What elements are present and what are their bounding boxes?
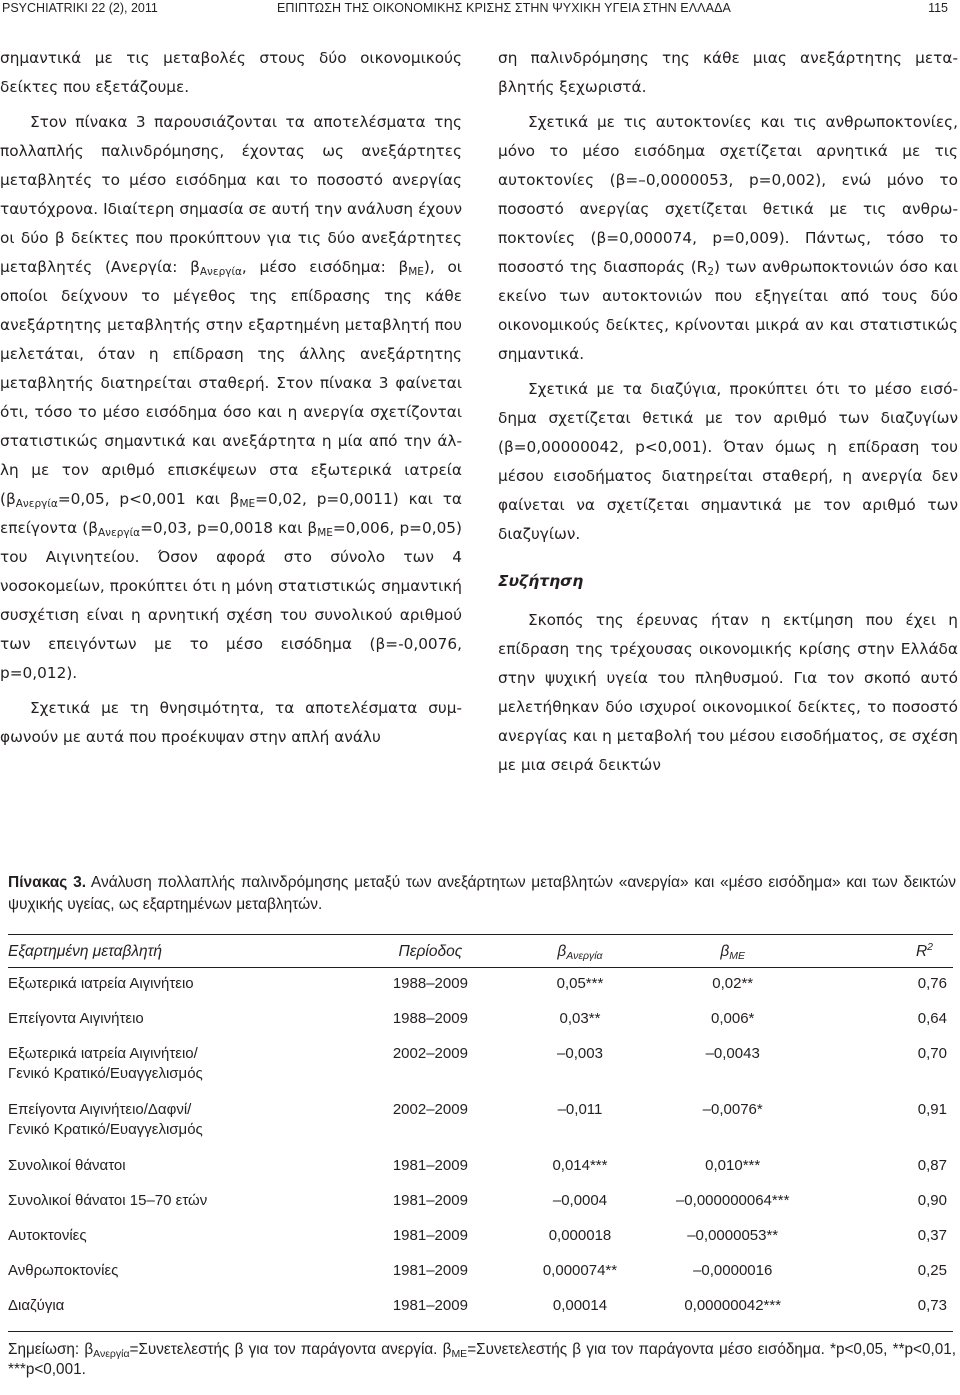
table-row — [8, 1220, 953, 1255]
table-row — [8, 1255, 953, 1290]
cell-beta-unemployment: 0,05*** — [556, 975, 604, 992]
text-run: =Συνετελεστής β για τον παράγοντα ανεργία. β — [129, 1341, 452, 1358]
table-row — [8, 1038, 953, 1094]
cell-beta-income: –0,0000016 — [693, 1262, 773, 1279]
subscript: ΜΕ — [239, 498, 256, 510]
cell-beta-unemployment: 0,014*** — [552, 1157, 608, 1174]
table-row — [8, 1290, 953, 1332]
header-r-squared — [817, 935, 953, 968]
cell-beta-unemployment: –0,011 — [557, 1101, 603, 1118]
table-row — [8, 1094, 953, 1150]
cell-variable — [8, 1003, 350, 1038]
table-caption — [8, 872, 956, 916]
running-header — [0, 0, 960, 24]
cell-variable-line: Αυτοκτονίες — [8, 1227, 87, 1244]
table-row — [8, 1003, 953, 1038]
paragraph: Σκοπός της έρευνας ήταν η εκτίμηση που έχει η επίδραση της τρέχουσας οικονομικής κρίσης στην Ελλάδα στην ψυχική υγεία του πληθυσμού. Για τον σκοπό αυτό μελετήθηκαν δύο ισχυροί οικονομικοί δείκτες, το ποσοστό ανεργίας και η μεταβολή του μέσου εισοδήματος, σε σχέση με μια σειρά δεικτών — [498, 611, 958, 774]
table-body — [8, 968, 953, 1332]
header-beta-income — [649, 935, 817, 968]
subscript: 2 — [707, 266, 714, 278]
cell-beta-unemployment: 0,00014 — [511, 1290, 649, 1332]
cell-variable-line: Επείγοντα Αιγινήτειο — [8, 1010, 144, 1027]
text-run: =Συνετελεστής β για τον παράγοντα μέσο εισόδημα. *p<0,05, **p<0,01, ***p<0,001. — [8, 1341, 957, 1378]
cell-beta-income: –0,000000064*** — [675, 1192, 790, 1209]
cell-variable — [8, 968, 350, 1004]
left-column — [0, 44, 462, 752]
header-beta-unemployment — [511, 935, 649, 968]
cell-beta-income: –0,0000053** — [687, 1227, 779, 1244]
cell-beta-income: 0,02** — [712, 975, 754, 992]
subscript: Ανεργία — [15, 498, 58, 510]
text-run: Σχετικά με τις αυτοκτονίες και τις ανθρωποκτονίες, μόνο το μέσο εισόδημα σχετίζεται αρνητικά με τις αυτοκτονίες (β=–0,0000053, p=0,002), ενώ μόνο το ποσοστό ανεργίας σχετίζεται θετικά με τις ανθρωποκτονίες (β=0,000074, p=0,009). Πάντως, τόσο το ποσοστό της διασποράς (R — [498, 113, 958, 276]
cell-variable-line: Διαζύγια — [8, 1297, 65, 1314]
cell-period: 1988–2009 — [392, 975, 468, 992]
cell-beta-unemployment: 0,000074** — [542, 1262, 618, 1279]
header-period: Περίοδος — [350, 935, 511, 968]
cell-beta-income: –0,0043 — [705, 1045, 760, 1062]
text-run: Στον πίνακα 3 παρουσιάζονται τα αποτελέσματα της πολλαπλής παλινδρόμησης, έχοντας ως ανεξάρτητες μεταβλητές το μέσο εισόδημα και το ποσοστό ανεργίας ταυτόχρονα. Ιδιαίτερη σημασία σε αυτή την ανάλυση έχουν οι δύο β δείκτες που προκύπτουν για τις δύο ανεξάρτητες μεταβλητές (Ανεργία: β — [0, 113, 462, 276]
cell-beta-unemployment: –0,0004 — [552, 1192, 608, 1209]
paragraph: σημαντικά με τις μεταβολές στους δύο οικονομικούς δείκτες που εξετάζουμε. — [0, 49, 462, 96]
cell-variable-line: Γενικό Κρατικό/Ευαγγελισμός — [8, 1065, 203, 1082]
cell-variable — [8, 1038, 350, 1094]
table-row — [8, 1150, 953, 1185]
cell-beta-unemployment: –0,003 — [557, 1045, 603, 1062]
header-variable: Εξαρτημένη μεταβλητή — [8, 935, 350, 968]
text-run: =0,02, p=0,0011) και τα επείγοντα (β — [0, 490, 462, 537]
cell-r-squared: 0,70 — [917, 1045, 947, 1062]
subscript: Ανεργία — [199, 266, 242, 278]
cell-r-squared: 0,37 — [917, 1227, 947, 1244]
cell-beta-income: –0,0076* — [702, 1101, 763, 1118]
table-header-row — [8, 935, 953, 968]
header-beta-subscript: Ανεργία — [566, 950, 603, 962]
cell-period: 2002–2009 — [392, 1045, 468, 1062]
journal-reference: PSYCHIATRIKI 22 (2), 2011 — [2, 1, 158, 15]
cell-beta-unemployment: 0,03** — [559, 1010, 601, 1027]
text-run: , μέσο εισόδημα: β — [241, 258, 409, 276]
cell-variable — [8, 1220, 350, 1255]
cell-r-squared: 0,76 — [917, 975, 947, 992]
subscript: ΜΕ — [451, 1348, 468, 1360]
right-column — [498, 44, 958, 780]
running-title: ΕΠΙΠΤΩΣΗ ΤΗΣ ΟΙΚΟΝΟΜΙΚΗΣ ΚΡΙΣΗΣ ΣΤΗΝ ΨΥΧΙΚΗ ΥΓΕΙΑ ΣΤΗΝ ΕΛΛΑΔΑ — [277, 1, 731, 15]
text-run: ), οι οποίοι δείχνουν το μέγεθος της επίδρασης της κάθε ανεξάρτητης μεταβλητής στην εξαρτημένη μεταβλητή που μελετάται, όταν η επίδραση της άλλης ανεξάρτητης μεταβλητής διατηρείται σταθερή. Στον πίνακα 3 φαίνεται ότι, τόσο το μέσο εισόδημα όσο και η ανεργία σχετίζονται στατιστικώς σημαντικά και ανεξάρτητα η μία από την άλλη με τον αριθμό επισκέψεων στα εξωτερικά ιατρεία (β — [0, 258, 462, 508]
table-note — [8, 1340, 956, 1380]
cell-beta-income: 0,006* — [711, 1010, 755, 1027]
table-caption-text: Ανάλυση πολλαπλής παλινδρόμησης μεταξύ των ανεξάρτητων μεταβλητών «ανεργία» και «μέσο εισόδημα» και των δεικτών ψυχικής υγείας, ως εξαρτημένων μεταβλητών. — [8, 874, 956, 913]
page-number: 115 — [928, 1, 948, 15]
cell-period: 1981–2009 — [392, 1192, 468, 1209]
cell-period: 1981–2009 — [350, 1290, 511, 1332]
regression-table — [8, 934, 953, 1332]
cell-variable-line: Επείγοντα Αιγινήτειο/Δαφνί/ — [8, 1101, 192, 1118]
text-run: Σημείωση: β — [8, 1341, 94, 1358]
cell-variable-line: Εξωτερικά ιατρεία Αιγινήτειο/ — [8, 1045, 198, 1062]
header-r-superscript: 2 — [927, 941, 933, 953]
paragraph — [0, 108, 462, 688]
cell-period: 1988–2009 — [392, 1010, 468, 1027]
subscript: ΜΕ — [317, 527, 333, 539]
table-caption-label: Πίνακας 3. — [8, 874, 87, 891]
cell-beta-income: 0,010*** — [705, 1157, 761, 1174]
text-run: =0,05, p<0,001 και β — [57, 490, 240, 508]
cell-r-squared: 0,25 — [917, 1262, 947, 1279]
cell-r-squared: 0,91 — [917, 1101, 947, 1118]
text-run: =0,006, p=0,05) του Αιγινητείου. Όσον αφορά στο σύνολο των 4 νοσοκομείων, προκύπτει ότι η μόνη στατιστικώς σημαντική συσχέτιση είναι η αρνητική σχέση του συνολικού αριθμού των επειγόντων με το μέσο εισόδημα (β=-0,0076, p=0,012). — [0, 519, 463, 682]
cell-variable — [8, 1094, 350, 1150]
paragraph: Σχετικά με τη θνησιμότητα, τα αποτελέσματα συμφωνούν με αυτά που προέκυψαν στην απλή ανάλυ — [0, 699, 462, 746]
header-r-symbol: R — [915, 943, 928, 960]
cell-variable-line: Συνολικοί θάνατοι — [8, 1157, 126, 1174]
cell-period: 1981–2009 — [392, 1157, 468, 1174]
cell-variable — [8, 1255, 350, 1290]
table-row — [8, 968, 953, 1004]
cell-variable — [8, 1150, 350, 1185]
cell-variable-line: Γενικό Κρατικό/Ευαγγελισμός — [8, 1121, 203, 1138]
header-beta-subscript: ΜΕ — [729, 950, 745, 962]
cell-beta-income: 0,00000042*** — [649, 1290, 817, 1332]
table-block — [8, 872, 956, 1395]
subscript: ΜΕ — [408, 266, 424, 278]
paragraph: Σχετικά με τα διαζύγια, προκύπτει ότι το μέσο εισόδημα σχετίζεται θετικά με τον αριθμό των διαζυγίων (β=0,00000042, p<0,001). Όταν όμως η επίδραση του μέσου εισοδήματος διατηρείται σταθερή, η ανεργία δεν φαίνεται να σχετίζεται σημαντικά με τον αριθμό των διαζυγίων. — [498, 380, 958, 543]
cell-period: 1981–2009 — [392, 1262, 468, 1279]
table-row — [8, 1185, 953, 1220]
paragraph: ση παλινδρόμησης της κάθε μιας ανεξάρτητης μεταβλητής ξεχωριστά. — [498, 49, 958, 96]
cell-r-squared: 0,73 — [817, 1290, 953, 1332]
header-beta-symbol: β — [720, 943, 730, 960]
text-run: =0,03, p=0,0018 και β — [140, 519, 318, 537]
header-beta-symbol: β — [557, 943, 567, 960]
cell-variable-line: Ανθρωποκτονίες — [8, 1262, 119, 1279]
subscript: Ανεργία — [93, 1348, 130, 1360]
text-run: ) των ανθρωποκτονιών όσο και εκείνο των αυτοκτονιών που εξηγείται από τους δύο οικονομικούς δείκτες, κρίνονται μικρά αν και στατιστικώς σημαντικά. — [498, 258, 959, 363]
cell-r-squared: 0,90 — [917, 1192, 947, 1209]
cell-beta-unemployment: 0,000018 — [548, 1227, 612, 1244]
cell-variable — [8, 1290, 350, 1332]
cell-r-squared: 0,87 — [917, 1157, 947, 1174]
cell-period: 2002–2009 — [392, 1101, 468, 1118]
cell-period: 1981–2009 — [392, 1227, 468, 1244]
cell-r-squared: 0,64 — [917, 1010, 947, 1027]
paragraph — [498, 108, 958, 369]
cell-variable — [8, 1185, 350, 1220]
subscript: Ανεργία — [98, 527, 141, 539]
cell-variable-line: Συνολικοί θάνατοι 15–70 ετών — [8, 1192, 208, 1209]
cell-variable-line: Εξωτερικά ιατρεία Αιγινήτειο — [8, 975, 194, 992]
section-heading: Συζήτηση — [498, 572, 584, 590]
